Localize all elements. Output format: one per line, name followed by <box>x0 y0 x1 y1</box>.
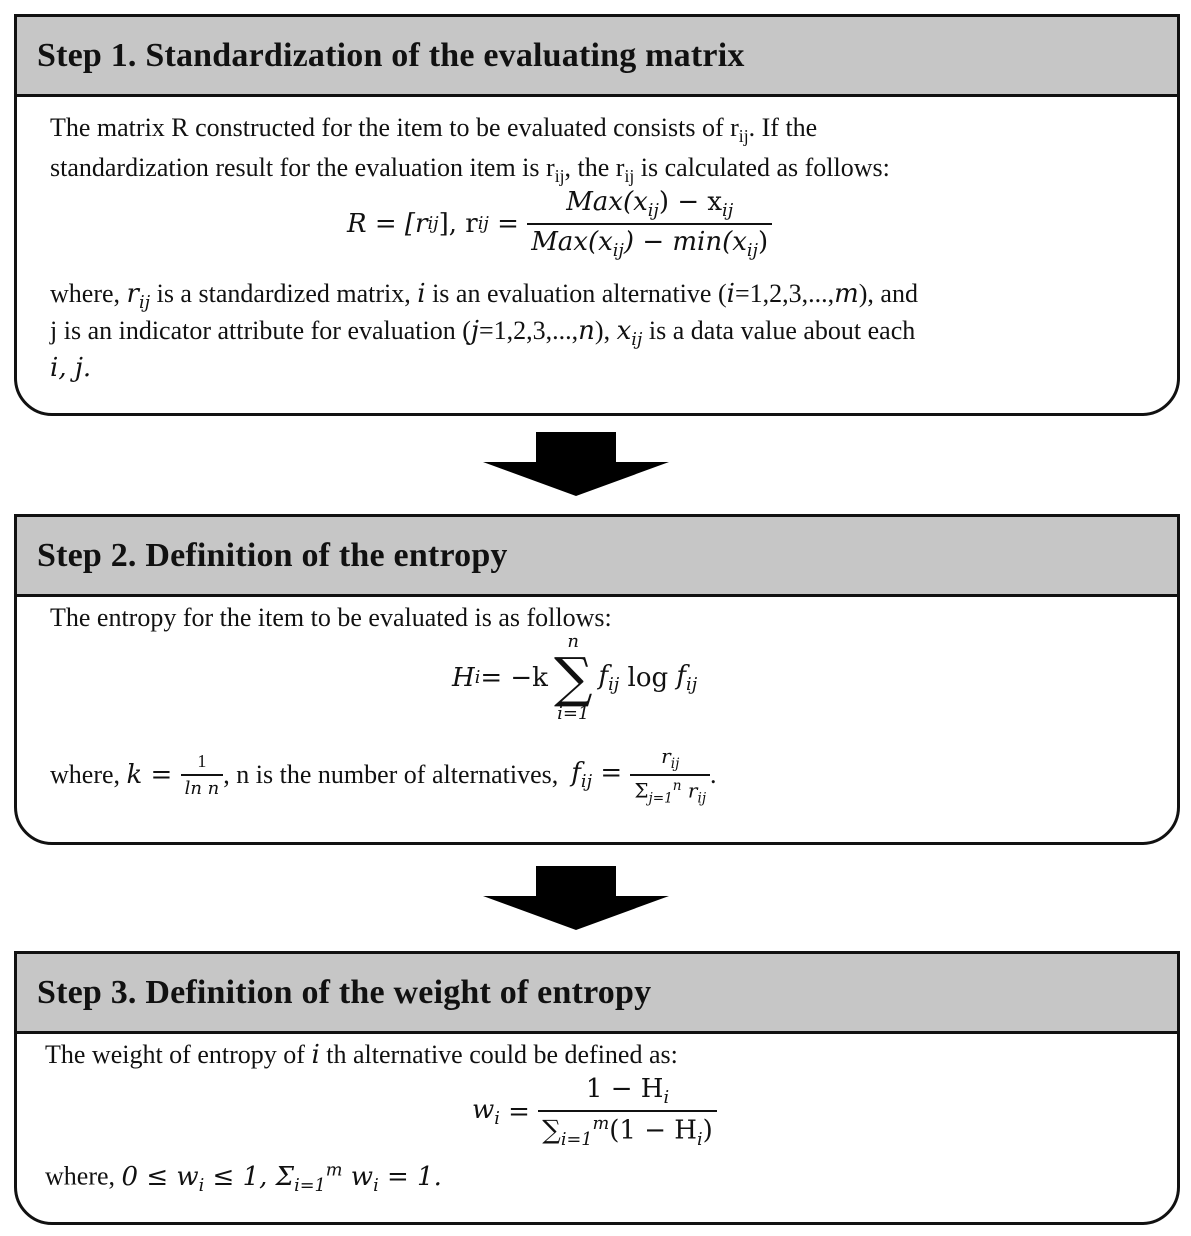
step-1-title: Step 1. Standardization of the evaluating matrix <box>37 36 745 74</box>
step-2-text-line-1: The entropy for the item to be evaluated is as follows: <box>50 603 612 632</box>
step-1-header <box>17 17 1177 97</box>
step-1-text-line-2: standardization result for the evaluation item is $r_{ij}$, the $r_{ij}$ is calculated as follows: <box>50 153 890 187</box>
down-arrow-icon-2 <box>483 866 669 932</box>
step-1-box <box>14 14 1180 416</box>
step-1-where-line-2: j is an indicator attribute for evaluation (j=1,2,3,...,n), $x_{ij}$ is a data value about each <box>50 316 916 351</box>
step-2-title: Step 2. Definition of the entropy <box>37 536 508 574</box>
step-2-formula: H i = −k n ∑ i=1 $f_{ij}$ log $f_{ij}$ <box>452 631 698 724</box>
step-2-where-line: where, k = $\frac{1}{\text{ln n}}$ , n is the number of alternatives, $f_{ij}$ = $\frac{r_{ij}}{\Sigma_{j=1}^n r_{ij}}$ . <box>50 744 717 807</box>
step-1-where-line-3: i, j. <box>50 353 92 383</box>
step-1-formula: R = [r ij ], r ij = $\frac{Max(x_{ij}) - x_{ij}}{Max(x_{ij}) - \min(x_{ij})}$ <box>347 187 772 261</box>
step-1-where-line-1: where, $r_{ij}$ is a standardized matrix, i is an evaluation alternative (i=1,2,3,...,m), and <box>50 279 918 314</box>
step-2-header <box>17 517 1177 597</box>
step-3-formula: $w_i$ = $\frac{1 - H_i}{\sum_{i=1}^m(1 - H_i)}$ <box>472 1074 717 1150</box>
down-arrow-icon-1 <box>483 432 669 498</box>
step-2-box <box>14 514 1180 845</box>
step-3-title: Step 3. Definition of the weight of entropy <box>37 973 652 1011</box>
step-3-text-line-1: The weight of entropy of i th alternative could be defined as: <box>45 1040 678 1070</box>
step-3-box <box>14 951 1180 1225</box>
step-3-header <box>17 954 1177 1034</box>
step-3-where-line: where, $0 \le w_i \le 1$, $\Sigma_{i=1}^m$ $w_i = 1$. <box>45 1160 442 1196</box>
step-1-text-line-1: The matrix R constructed for the item to be evaluated consists of $r_{ij}$. If the <box>50 113 818 147</box>
